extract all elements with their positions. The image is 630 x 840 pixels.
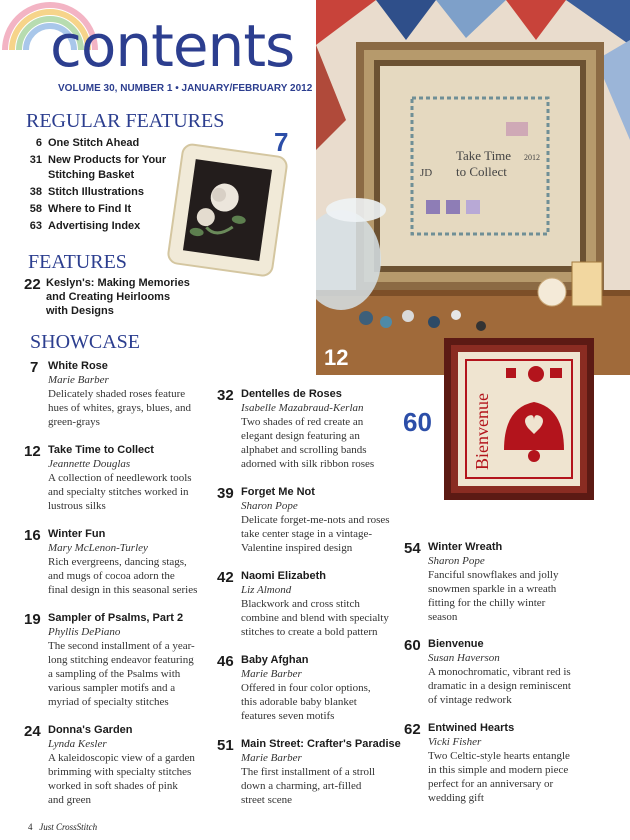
regular-features-list: [29, 136, 188, 234]
feature-page: 22: [24, 276, 41, 293]
photo-label-12: 12: [324, 345, 349, 370]
showcase-item[interactable]: 62 Entwined Hearts Vicki Fisher Two Celtic-style hearts entangle in this simple and modern piece perfect for an anniversary or wedding gift: [404, 721, 570, 804]
regular-features-heading: REGULAR FEATURES: [26, 110, 225, 132]
regular-feature-item[interactable]: 58 Where to Find It: [29, 203, 132, 215]
showcase-item[interactable]: 7 White Rose Marie Barber Delicately shaded roses feature hues of whites, grays, blues, and green-grays: [30, 359, 191, 428]
showcase-item[interactable]: 42 Naomi Elizabeth Liz Almond Blackwork and cross stitch combine and blend with specialty stitches to create a bold pattern: [217, 569, 389, 638]
showcase-heading: SHOWCASE: [30, 331, 141, 353]
page-footer: [28, 822, 97, 832]
showcase-item[interactable]: 60 Bienvenue Susan Haverson A monochromatic, vibrant red is dramatic in a design reminiscent of vintage redwork: [404, 637, 571, 706]
showcase-item[interactable]: 46 Baby Afghan Marie Barber Offered in four color options, this adorable baby blanket features seven motifs: [217, 653, 371, 722]
sampler-year: 2012: [524, 153, 540, 162]
photo-label-60: 60: [403, 407, 432, 437]
sampler-photo: [316, 0, 630, 375]
bienvenue-photo: [444, 338, 594, 500]
regular-feature-item[interactable]: 63 Advertising Index: [29, 220, 141, 232]
sampler-text-line1: Take Time: [456, 148, 512, 163]
footer-magazine-name: Just CrossStitch: [39, 822, 98, 832]
features-heading: FEATURES: [28, 251, 127, 273]
photo-label-7: 7: [274, 127, 289, 157]
showcase-item[interactable]: 54 Winter Wreath Sharon Pope Fanciful snowflakes and jolly snowmen sparkle in a wreath fitting for the chilly winter season: [404, 540, 559, 623]
feature-item[interactable]: 22 Keslyn's: Making Memories and Creating Heirlooms with Designs: [24, 276, 190, 317]
sampler-initials: JD: [420, 167, 433, 179]
regular-feature-item[interactable]: 38 Stitch Illustrations: [29, 186, 144, 198]
regular-feature-item[interactable]: 31 New Products for Your: [29, 154, 167, 166]
page-title: contents: [50, 12, 295, 80]
regular-feature-item[interactable]: Stitching Basket: [48, 169, 135, 181]
showcase-item[interactable]: 16 Winter Fun Mary McLenon-Turley Rich evergreens, dancing stags, and mugs of cocoa adorn the final design in this seasonal series: [24, 527, 198, 596]
showcase-item[interactable]: 51 Main Street: Crafter's Paradise Marie Barber The first installment of a stroll down a charming, art-filled street scene: [217, 737, 401, 806]
showcase-item[interactable]: 12 Take Time to Collect Jeannette Douglas A collection of needlework tools and specialty stitches worked in lustrous silks: [24, 443, 192, 512]
regular-feature-item[interactable]: 6 One Stitch Ahead: [35, 137, 140, 149]
showcase-item[interactable]: 32 Dentelles de Roses Isabelle Mazabraud-Kerlan Two shades of red create an elegant design featuring an alphabet and scrolling bands adorned with silk ribbon roses: [217, 387, 375, 470]
bienvenue-stitched-text: Bienvenue: [472, 393, 492, 470]
showcase-item[interactable]: 19 Sampler of Psalms, Part 2 Phyllis DePiano The second installment of a year- long stitching endeavor featuring a sampling of the Psalms with various sampler motifs and a myriad of specialty stitches: [24, 611, 195, 708]
volume-line: VOLUME 30, NUMBER 1 • JANUARY/FEBRUARY 2012: [58, 83, 313, 94]
showcase-item[interactable]: 39 Forget Me Not Sharon Pope Delicate forget-me-nots and roses take center stage in a vintage- Valentine inspired design: [217, 485, 390, 554]
footer-page-number: 4: [28, 822, 33, 832]
sampler-text-line2: to Collect: [456, 164, 507, 179]
showcase-item[interactable]: 24 Donna's Garden Lynda Kesler A kaleidoscopic view of a garden brimming with specialty stitches worked in soft shades of pink and green: [24, 723, 195, 806]
